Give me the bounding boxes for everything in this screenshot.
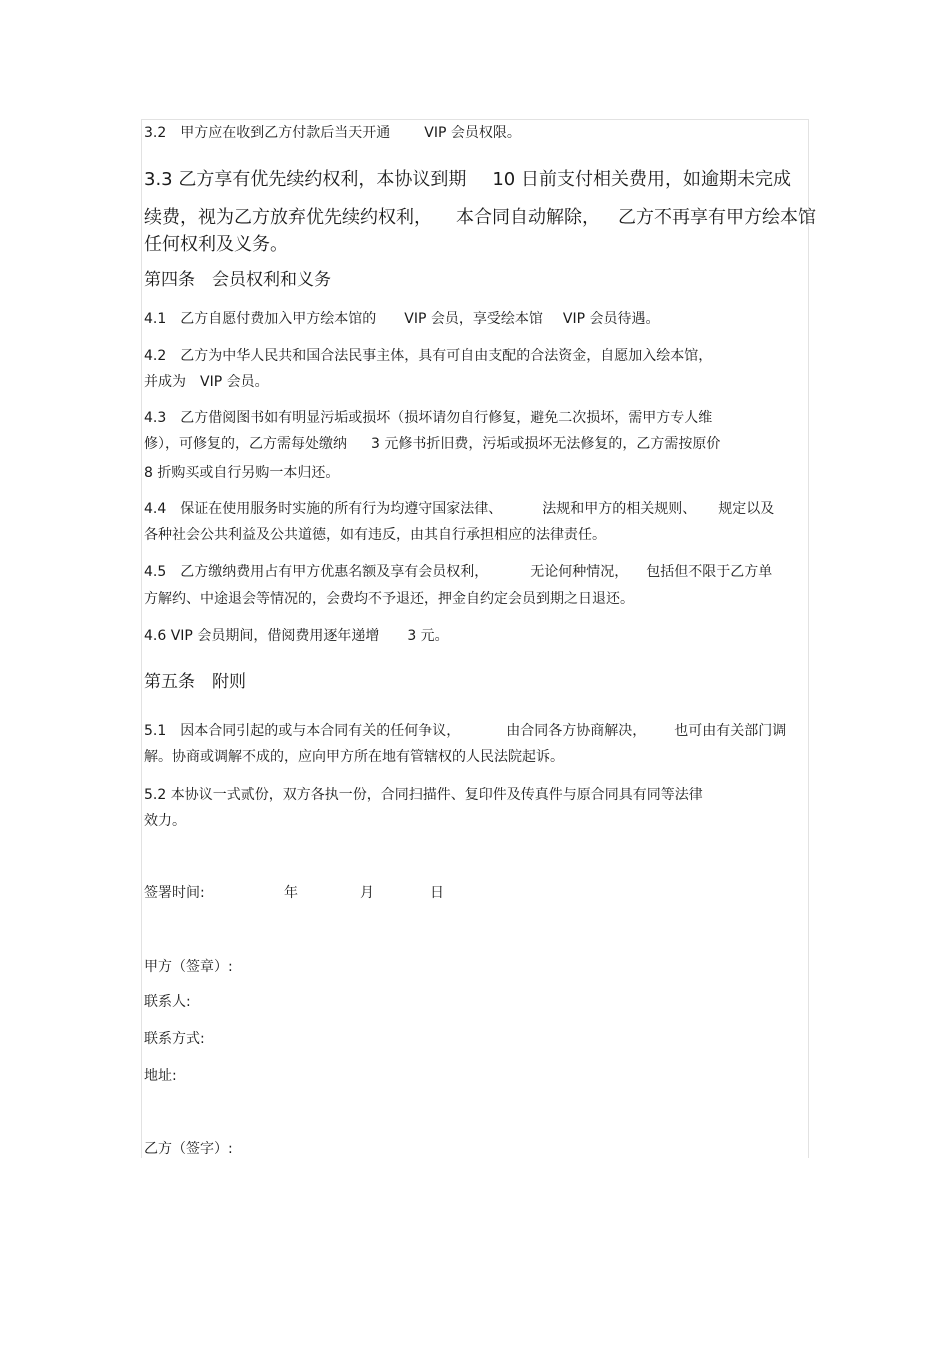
clause-4-6-b: 3 元。 — [407, 628, 449, 644]
clause-5-1-line-2: 解。协商或调解不成的，应向甲方所在地有管辖权的人民法院起诉。 — [144, 749, 564, 765]
clause-4-2-line-2: 并成为 VIP 会员。 — [144, 374, 269, 390]
signing-date-label: 签署时间: — [144, 885, 205, 901]
clause-4-1-c: VIP 会员待遇。 — [562, 311, 660, 327]
clause-4-5-l1a: 4.5 乙方缴纳费用占有甲方优惠名额及享有会员权利， — [144, 564, 489, 580]
clause-5-1-line-1 — [144, 724, 786, 738]
clause-3-3-l1a: 3.3 乙方享有优先续约权利，本协议到期 — [144, 169, 467, 190]
clause-4-4-l1b: 法规和甲方的相关规则、 — [542, 501, 697, 517]
clause-4-4-l1c: 规定以及 — [718, 501, 775, 517]
clause-4-3-line-2 — [144, 437, 720, 451]
clause-4-4-line-1 — [144, 502, 774, 516]
party-b-signature-label: 乙方（签字）: — [144, 1141, 233, 1157]
clause-4-4-l1a: 4.4 保证在使用服务时实施的所有行为均遵守国家法律、 — [144, 501, 503, 517]
clause-5-1-l1a: 5.1 因本合同引起的或与本合同有关的任何争议， — [144, 723, 461, 739]
clause-3-3-line-1 — [144, 171, 791, 189]
clause-3-2 — [144, 126, 521, 140]
clause-4-5-line-1 — [144, 565, 772, 579]
clause-4-1-a: 4.1 乙方自愿付费加入甲方绘本馆的 — [144, 311, 377, 327]
clause-4-6-a: 4.6 VIP 会员期间，借阅费用逐年递增 — [144, 628, 380, 644]
article-5-heading: 第五条 附则 — [144, 672, 246, 692]
clause-4-1 — [144, 312, 659, 326]
clause-3-2-text-a: 3.2 甲方应在收到乙方付款后当天开通 — [144, 125, 391, 141]
clause-4-4-line-2: 各种社会公共利益及公共道德，如有违反，由其自行承担相应的法律责任。 — [144, 527, 606, 543]
clause-4-6 — [144, 629, 449, 643]
article-4-heading: 第四条 会员权利和义务 — [144, 270, 331, 290]
signing-month: 月 — [360, 885, 374, 901]
clause-4-2-line-1: 4.2 乙方为中华人民共和国合法民事主体，具有可自由支配的合法资金，自愿加入绘本馆， — [144, 348, 713, 364]
contact-method-label: 联系方式: — [144, 1031, 205, 1047]
signing-date-row — [144, 885, 444, 901]
clause-3-3-l2b: 本合同自动解除， — [456, 207, 600, 228]
clause-4-5-l1c: 包括但不限于乙方单 — [646, 564, 773, 580]
clause-4-5-line-2: 方解约、中途退会等情况的，会费均不予退还，押金自约定会员到期之日退还。 — [144, 591, 634, 607]
clause-4-3-l2b: 3 元修书折旧费，污垢或损坏无法修复的，乙方需按原价 — [371, 436, 721, 452]
signing-year: 年 — [284, 885, 298, 901]
signing-day: 日 — [430, 885, 444, 901]
clause-3-3-l2c: 乙方不再享有甲方绘本馆 — [618, 207, 816, 228]
clause-5-2-line-1: 5.2 本协议一式贰份，双方各执一份，合同扫描件、复印件及传真件与原合同具有同等法律 — [144, 787, 703, 803]
clause-3-3-l2a: 续费，视为乙方放弃优先续约权利， — [144, 207, 432, 228]
clause-3-3-line-3: 任何权利及义务。 — [144, 234, 288, 255]
contact-person-label: 联系人: — [144, 994, 191, 1010]
clause-4-3-line-1: 4.3 乙方借阅图书如有明显污垢或损坏（损坏请勿自行修复，避免二次损坏，需甲方专人维 — [144, 410, 713, 426]
clause-4-3-line-3: 8 折购买或自行另购一本归还。 — [144, 465, 340, 481]
clause-4-1-b: VIP 会员，享受绘本馆 — [404, 311, 543, 327]
clause-3-2-text-b: VIP 会员权限。 — [424, 125, 521, 141]
clause-5-1-l1c: 也可由有关部门调 — [674, 723, 787, 739]
party-a-seal-label: 甲方（签章）: — [144, 959, 233, 975]
clause-4-5-l1b: 无论何种情况， — [530, 564, 629, 580]
clause-5-1-l1b: 由合同各方协商解决， — [506, 723, 647, 739]
clause-3-3-l1b: 10 日前支付相关费用，如逾期未完成 — [492, 169, 791, 190]
address-label: 地址: — [144, 1068, 177, 1084]
clause-3-3-line-2 — [144, 209, 816, 227]
clause-4-3-l2a: 修），可修复的，乙方需每处缴纳 — [144, 436, 347, 452]
clause-5-2-line-2: 效力。 — [144, 813, 186, 829]
